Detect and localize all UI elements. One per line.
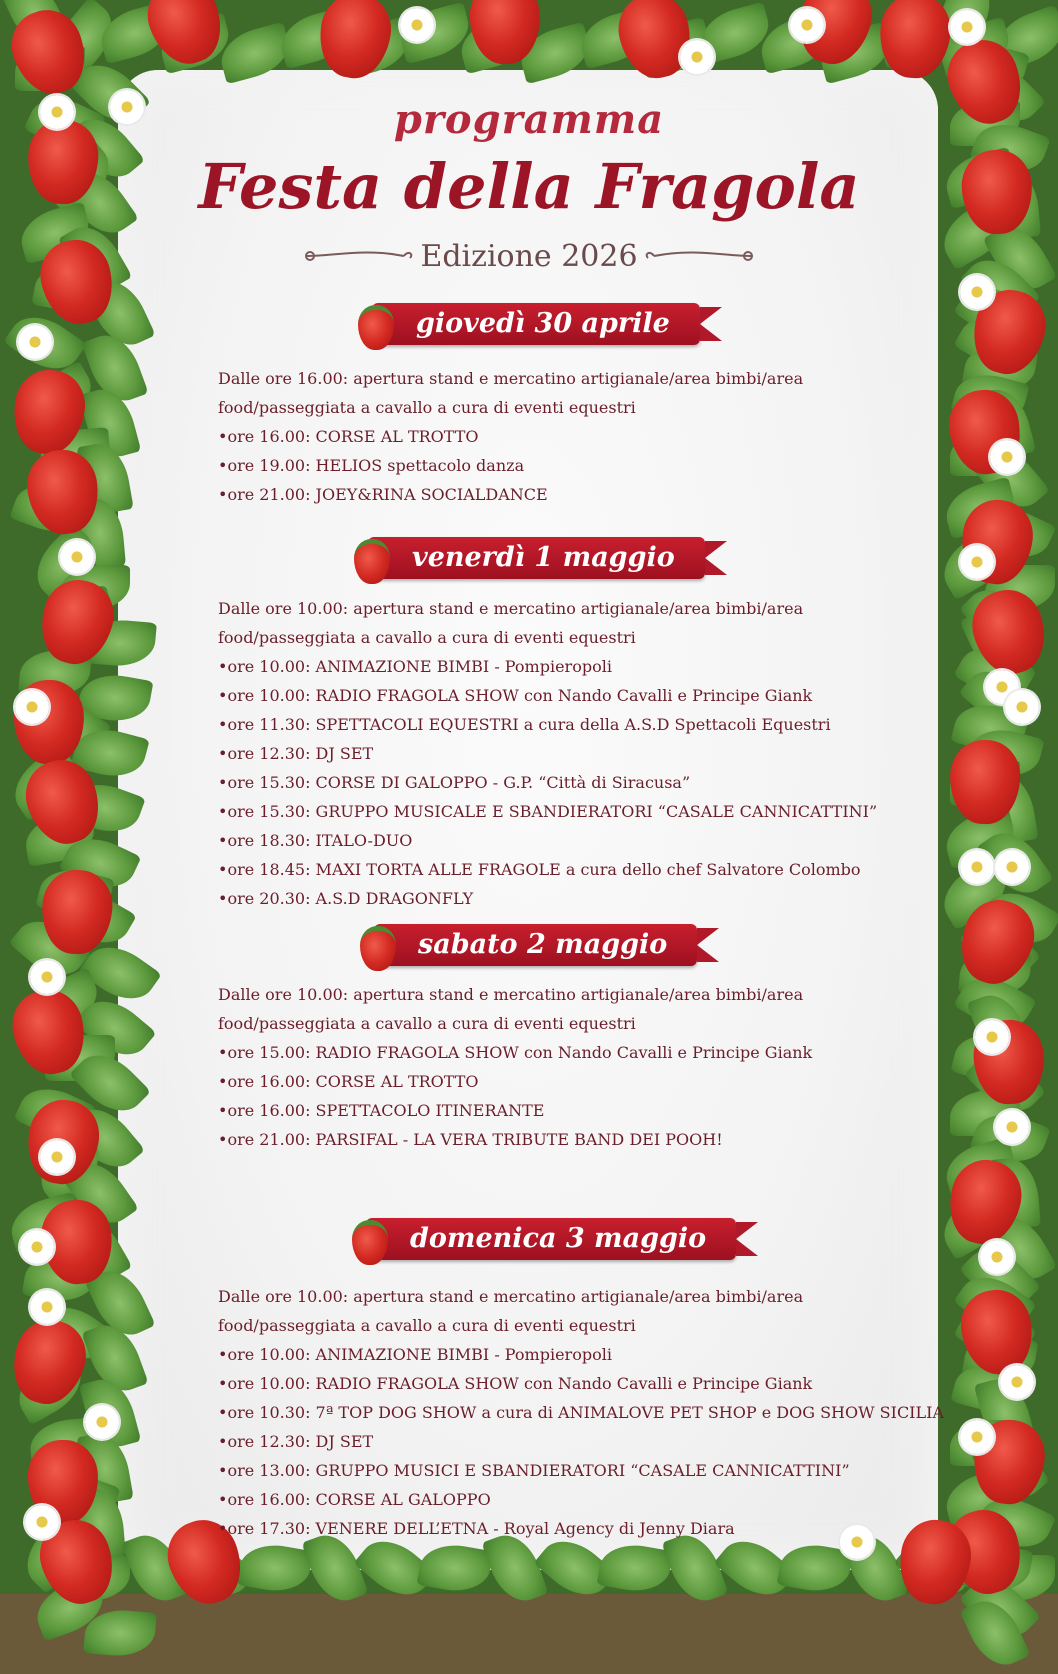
schedule-item: • ore 10.00: RADIO FRAGOLA SHOW con Nando Cavalli e Principe Giank (218, 1369, 918, 1398)
event-title: Festa della Fragola (198, 150, 860, 223)
day-intro: Dalle ore 10.00: apertura stand e mercatino artigianale/area bimbi/area food/passeggiata a cavallo a cura di eventi equestri (218, 1287, 804, 1335)
flower-icon (1000, 1365, 1034, 1399)
schedule-item: • ore 13.00: GRUPPO MUSICI E SBANDIERATORI “CASALE CANNICATTINI” (218, 1456, 918, 1485)
day-label: venerdì 1 maggio (412, 542, 675, 573)
day-intro: Dalle ore 10.00: apertura stand e mercatino artigianale/area bimbi/area food/passeggiata a cavallo a cura di eventi equestri (218, 599, 804, 647)
schedule-item: • ore 11.30: SPETTACOLI EQUESTRI a cura della A.S.D Spettacoli Equestri (218, 710, 918, 739)
schedule-item: • ore 16.00: CORSE AL GALOPPO (218, 1485, 918, 1514)
flower-icon (990, 440, 1024, 474)
strawberry-icon (352, 1220, 388, 1265)
flower-icon (960, 545, 994, 579)
flower-icon (400, 8, 434, 42)
day-intro: Dalle ore 10.00: apertura stand e mercatino artigianale/area bimbi/area food/passeggiata a cavallo a cura di eventi equestri (218, 985, 804, 1033)
edition-label: Edizione 2026 (420, 238, 638, 274)
flower-icon (18, 325, 52, 359)
schedule-item: • ore 12.30: DJ SET (218, 1427, 918, 1456)
flower-icon (20, 1230, 54, 1264)
flower-icon (960, 1420, 994, 1454)
flower-icon (790, 8, 824, 42)
flower-icon (30, 1290, 64, 1324)
edition-row (280, 234, 778, 278)
schedule-item: • ore 10.00: ANIMAZIONE BIMBI - Pompieropoli (218, 1340, 918, 1369)
schedule-item: • ore 16.00: CORSE AL TROTTO (218, 1067, 918, 1096)
flower-icon (60, 540, 94, 574)
day-intro: Dalle ore 16.00: apertura stand e mercatino artigianale/area bimbi/area food/passeggiata a cavallo a cura di eventi equestri (218, 369, 804, 417)
flower-icon (995, 1110, 1029, 1144)
strawberry-icon (360, 926, 396, 971)
right-swirl-icon (644, 246, 754, 266)
schedule-item: • ore 21.00: PARSIFAL - LA VERA TRIBUTE BAND DEI POOH! (218, 1125, 918, 1154)
flower-icon (85, 1405, 119, 1439)
day-label: sabato 2 maggio (418, 929, 668, 960)
schedule-item: • ore 18.30: ITALO-DUO (218, 826, 918, 855)
flower-icon (950, 10, 984, 44)
schedule-item: • ore 19.00: HELIOS spettacolo danza (218, 451, 918, 480)
schedule-item: • ore 20.30: A.S.D DRAGONFLY (218, 884, 918, 913)
flower-icon (680, 40, 714, 74)
flower-icon (15, 690, 49, 724)
flower-icon (25, 1505, 59, 1539)
schedule-item: • ore 16.00: CORSE AL TROTTO (218, 422, 918, 451)
day-section (218, 980, 918, 1154)
schedule-item: • ore 10.00: ANIMAZIONE BIMBI - Pompieropoli (218, 652, 918, 681)
schedule-item: • ore 16.00: SPETTACOLO ITINERANTE (218, 1096, 918, 1125)
day-ribbon (374, 924, 697, 966)
strawberry-icon (358, 305, 394, 350)
schedule-item: • ore 10.00: RADIO FRAGOLA SHOW con Nando Cavalli e Principe Giank (218, 681, 918, 710)
schedule-item: • ore 17.30: VENERE DELL’ETNA - Royal Agency di Jenny Diara (218, 1514, 918, 1543)
flower-icon (1005, 690, 1039, 724)
schedule-item: • ore 18.45: MAXI TORTA ALLE FRAGOLE a cura dello chef Salvatore Colombo (218, 855, 918, 884)
programma-label: programma (393, 96, 665, 143)
flower-icon (30, 960, 64, 994)
flower-icon (995, 850, 1029, 884)
flower-icon (980, 1240, 1014, 1274)
flower-icon (960, 275, 994, 309)
day-ribbon (368, 537, 705, 579)
day-section (218, 1282, 944, 1543)
schedule-item: • ore 21.00: JOEY&RINA SOCIALDANCE (218, 480, 918, 509)
day-ribbon (366, 1218, 736, 1260)
schedule-item: • ore 15.00: RADIO FRAGOLA SHOW con Nando Cavalli e Principe Giank (218, 1038, 918, 1067)
day-section (218, 594, 918, 913)
day-section (218, 364, 918, 509)
flower-icon (40, 1140, 74, 1174)
day-ribbon (372, 303, 700, 345)
schedule-item: • ore 10.30: 7ª TOP DOG SHOW a cura di ANIMALOVE PET SHOP e DOG SHOW SICILIA (218, 1398, 918, 1427)
schedule-item: • ore 12.30: DJ SET (218, 739, 918, 768)
left-swirl-icon (304, 246, 414, 266)
schedule-item: • ore 15.30: GRUPPO MUSICALE E SBANDIERATORI “CASALE CANNICATTINI” (218, 797, 918, 826)
strawberry-icon (354, 539, 390, 584)
schedule-item: • ore 15.30: CORSE DI GALOPPO - G.P. “Città di Siracusa” (218, 768, 918, 797)
day-label: domenica 3 maggio (410, 1223, 707, 1254)
flower-icon (975, 1020, 1009, 1054)
day-label: giovedì 30 aprile (416, 308, 670, 339)
flower-icon (960, 850, 994, 884)
